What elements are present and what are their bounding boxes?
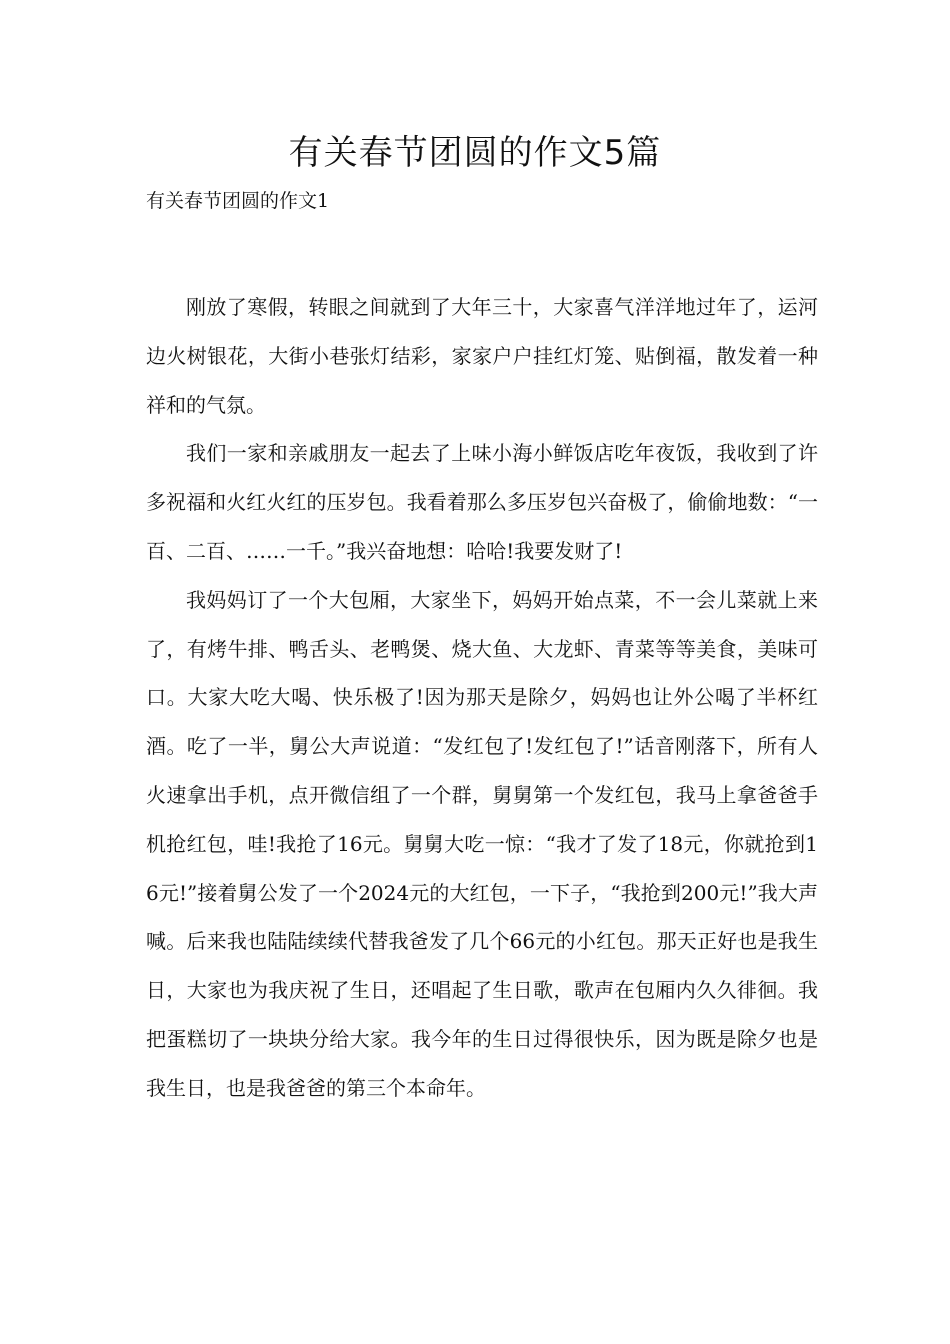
paragraph-1: 刚放了寒假，转眼之间就到了大年三十，大家喜气洋洋地过年了，运河边火树银花，大街小巷张灯结彩，家家户户挂红灯笼、贴倒福，散发着一种祥和的气氛。 bbox=[146, 295, 818, 417]
essay-body bbox=[146, 283, 818, 1113]
document-title: 有关春节团圆的作文5篇 bbox=[288, 133, 662, 173]
paragraph-2: 我们一家和亲戚朋友一起去了上味小海小鲜饭店吃年夜饭，我收到了许多祝福和火红火红的压岁包。我看着那么多压岁包兴奋极了，偷偷地数：“一百、二百、……一千。”我兴奋地想：哈哈!我要发财了! bbox=[146, 441, 818, 563]
paragraph-3: 我妈妈订了一个大包厢，大家坐下，妈妈开始点菜，不一会儿菜就上来了，有烤牛排、鸭舌头、老鸭煲、烧大鱼、大龙虾、青菜等等美食，美味可口。大家大吃大喝、快乐极了!因为那天是除夕，妈妈也让外公喝了半杯红酒。吃了一半，舅公大声说道：“发红包了!发红包了!”话音刚落下，所有人火速拿出手机，点开微信组了一个群，舅舅第一个发红包，我马上拿爸爸手机抢红包，哇!我抢了16元。舅舅大吃一惊：“我才了发了18元，你就抢到16元!”接着舅公发了一个2024元的大红包，一下子，“我抢到200元!”我大声喊。后来我也陆陆续续代替我爸发了几个66元的小红包。那天正好也是我生日，大家也为我庆祝了生日，还唱起了生日歌，歌声在包厢内久久徘徊。我把蛋糕切了一块块分给大家。我今年的生日过得很快乐，因为既是除夕也是我生日，也是我爸爸的第三个本命年。 bbox=[146, 587, 818, 1100]
essay-subtitle: 有关春节团圆的作文1 bbox=[146, 190, 330, 212]
